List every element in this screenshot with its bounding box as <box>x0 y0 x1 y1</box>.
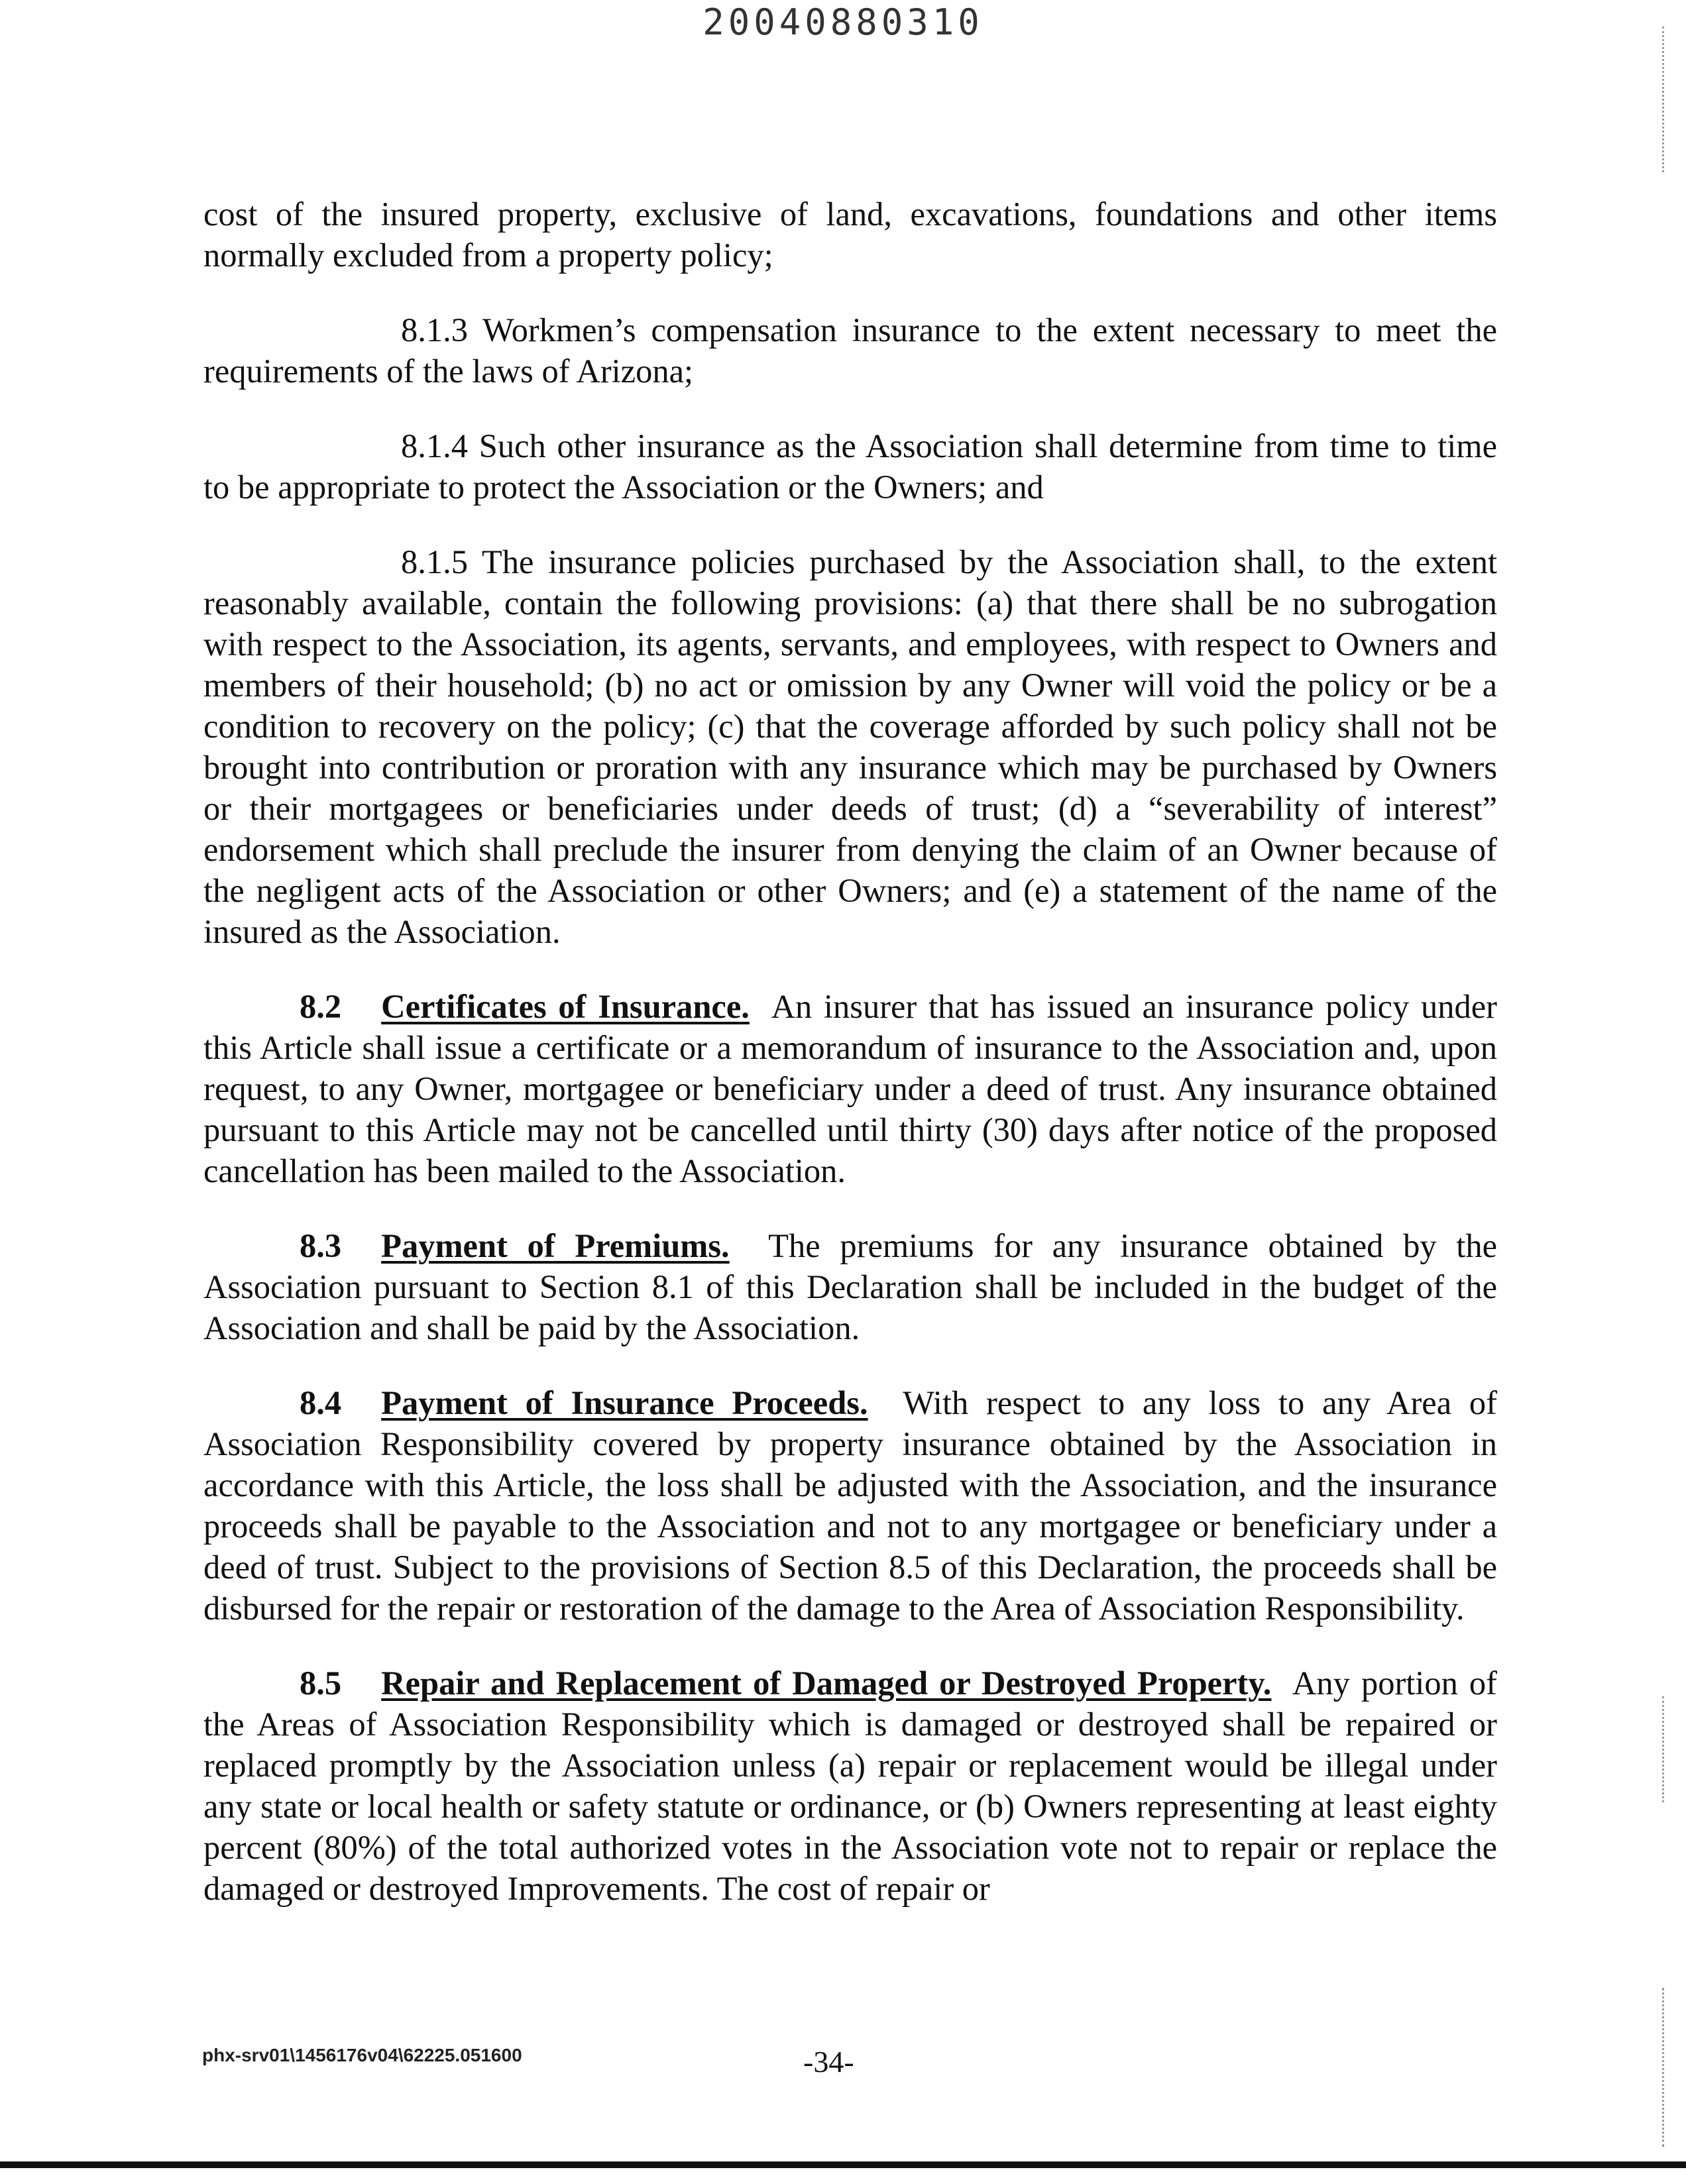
scan-edge-marks <box>1662 1696 1664 1802</box>
scan-edge-marks <box>1662 1988 1664 2147</box>
scan-edge-marks <box>1662 27 1664 172</box>
section-text: Any portion of the Areas of Association Responsibility which is damaged or destroyed shall be repaired or replaced promptly by the Association unless (a) repair or replacement would be illegal under any state or local health or safety statute or ordinance, or (b) Owners representing at least eighty percent (80%) of the total authorized votes in the Association vote not to repair or replace the damaged or destroyed Improvements. The cost of repair or <box>203 1665 1497 1907</box>
section-title: Payment of Premiums. <box>381 1227 730 1264</box>
document-body <box>203 193 1497 1943</box>
section-number: 8.3 <box>300 1227 342 1264</box>
paragraph-continuation: cost of the insured property, exclusive of land, excavations, foundations and other items normally excluded from a property policy; <box>203 195 1497 274</box>
section-number: 8.5 <box>300 1665 342 1702</box>
paragraph-8-1-3: 8.1.3 Workmen’s compensation insurance to the extent necessary to meet the requirements of the laws of Arizona; <box>203 311 1497 390</box>
section-8-5 <box>203 1663 1497 1909</box>
footer-document-id: phx-srv01\1456176v04\62225.051600 <box>202 2045 522 2065</box>
section-text: An insurer that has issued an insurance policy under this Article shall issue a certificate or a memorandum of insurance to the Association and, upon request, to any Owner, mortgagee or beneficiary under a deed of trust. Any insurance obtained pursuant to this Article may not be cancelled until thirty (30) days after notice of the proposed cancellation has been mailed to the Association. <box>203 988 1498 1189</box>
section-number: 8.4 <box>300 1384 342 1421</box>
paragraph-8-1-5: 8.1.5 The insurance policies purchased by the Association shall, to the extent reasonably available, contain the following provisions: (a) that there shall be no subrogation with respect to the Association, its agents, servants, and employees, with respect to Owners and members of their household; (b) no act or omission by any Owner will void the policy or be a condition to recovery on the policy; (c) that the coverage afforded by such policy shall not be brought into contribution or proration with any insurance which may be purchased by Owners or their mortgagees or beneficiaries under deeds of trust; (d) a “severability of interest” endorsement which shall preclude the insurer from denying the claim of an Owner because of the negligent acts of the Association or other Owners; and (e) a statement of the name of the insured as the Association. <box>203 543 1497 950</box>
section-8-2 <box>203 986 1497 1191</box>
document-number: 20040880310 <box>702 1 984 43</box>
page-number: -34- <box>803 2045 854 2079</box>
section-8-3 <box>203 1225 1497 1348</box>
section-title: Repair and Replacement of Damaged or Destroyed Property. <box>381 1665 1272 1702</box>
paragraph-8-1-4: 8.1.4 Such other insurance as the Association shall determine from time to time to be appropriate to protect the Association or the Owners; and <box>203 427 1497 506</box>
section-number: 8.2 <box>300 988 342 1025</box>
section-title: Certificates of Insurance. <box>381 988 750 1025</box>
section-text: The premiums for any insurance obtained by the Association pursuant to Section 8.1 of this Declaration shall be included in the budget of the Association and shall be paid by the Association. <box>203 1227 1497 1346</box>
bottom-rule <box>0 2161 1686 2168</box>
section-8-4 <box>203 1382 1497 1629</box>
section-title: Payment of Insurance Proceeds. <box>381 1384 868 1421</box>
section-text: With respect to any loss to any Area of Association Responsibility covered by property insurance obtained by the Association in accordance with this Article, the loss shall be adjusted with the Association, and the insurance proceeds shall be payable to the Association and not to any mortgagee or beneficiary under a deed of trust. Subject to the provisions of Section 8.5 of this Declaration, the proceeds shall be disbursed for the repair or restoration of the damage to the Area of Association Responsibility. <box>203 1384 1497 1627</box>
